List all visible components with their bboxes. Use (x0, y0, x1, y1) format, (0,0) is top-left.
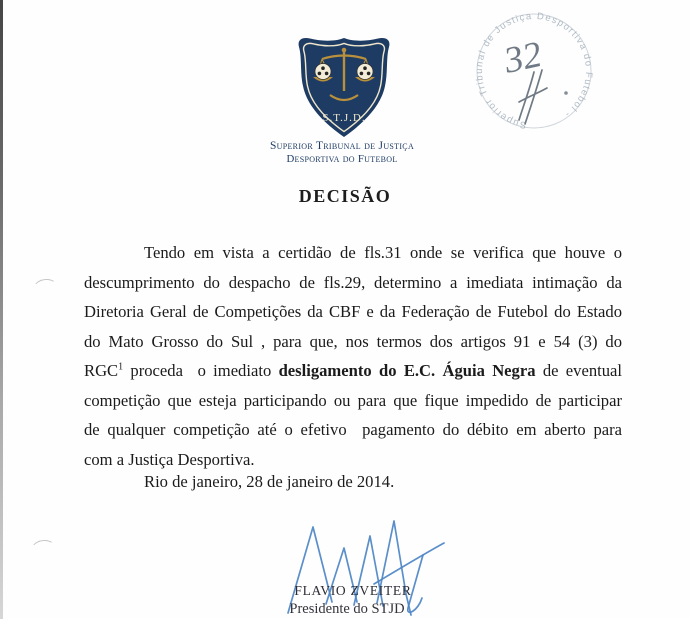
text-line: RGC$^1$ proceda o imediato desligamento do E.C. Águia Negra de eventual (84, 361, 623, 380)
scan-edge-artifact (0, 0, 3, 619)
decision-paragraph (84, 238, 622, 497)
text-line: Diretoria Geral de Competições da CBF e da Federação de Futebol do Estado (84, 302, 622, 321)
org-name-line1: Superior Tribunal de Justiça (269, 140, 415, 152)
pen-dot (564, 91, 568, 95)
stjd-crest-icon (292, 35, 396, 143)
text-line: descumprimento do despacho de fls.29, determino a imediata intimação da (84, 272, 622, 292)
signatory-name: FLAVIO ZVEITER (294, 583, 412, 598)
paper-curl-artifact (30, 538, 57, 560)
text-line: Tendo em vista a certidão de fls.31 onde se verifica que houve o (144, 243, 622, 262)
text-line: de qualquer competição até o efetivo pagamento do débito em aberto para (84, 420, 622, 439)
stamp-ring-text: Superior Tribunal de Justiça Desportiva do Futebol - (473, 10, 595, 131)
signatory-role: Presidente do STJD (289, 601, 405, 617)
text-line: competição que esteja participando ou para que fique impedido de participar (84, 390, 622, 410)
handwritten-number: 32 (500, 34, 546, 82)
football-right-icon (357, 64, 373, 80)
text-line: do Mato Grosso do Sul , para que, nos termos dos artigos 91 e 54 (3) do (84, 331, 622, 351)
crest-acronym: S.T.J.D. (322, 112, 366, 124)
round-ink-stamp (462, 4, 612, 144)
text-line: Rio de janeiro, 28 de janeiro de 2014. (144, 472, 395, 491)
football-left-icon (315, 64, 331, 80)
page-title: DECISÃO (298, 186, 392, 206)
org-name-line2: Desportiva do Futebol (286, 153, 398, 165)
text-line: com a Justiça Desportiva. (84, 449, 255, 469)
paper-curl-artifact (32, 277, 59, 299)
